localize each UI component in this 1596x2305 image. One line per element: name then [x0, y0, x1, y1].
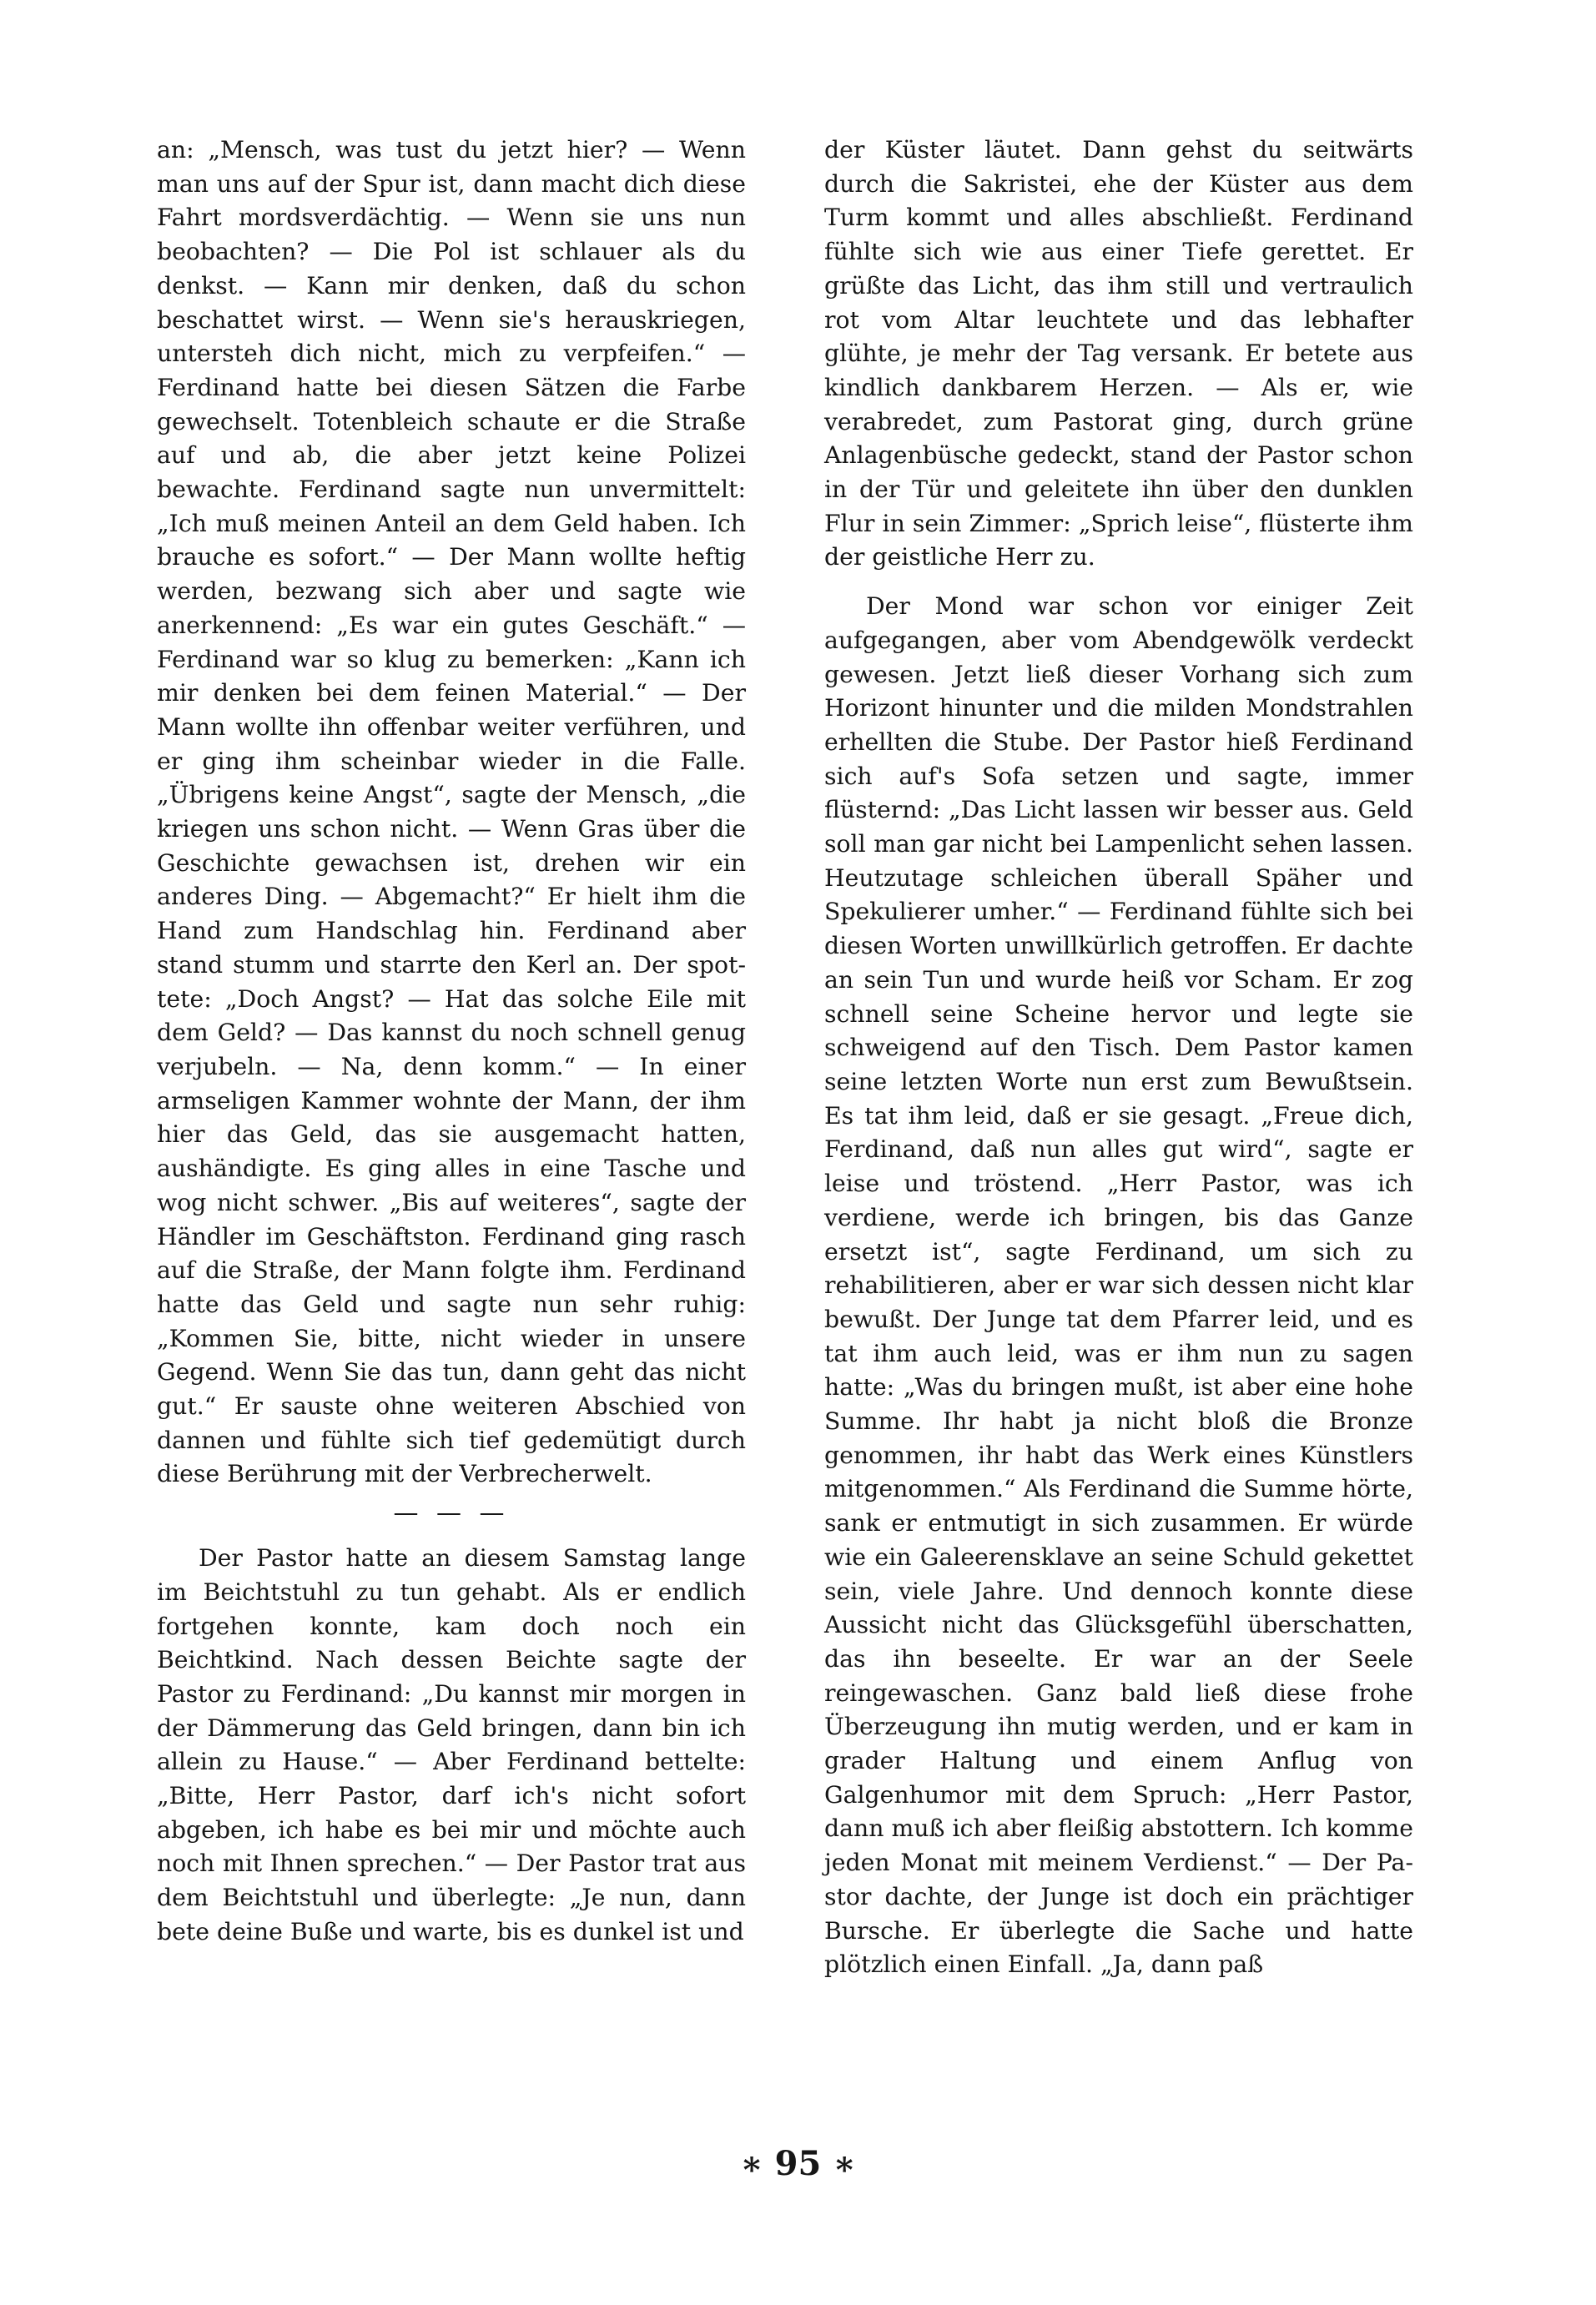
page-number: ∗ 95 ∗	[740, 2144, 856, 2183]
right-text-column	[824, 133, 1413, 1982]
left-paragraph-1: an: „Mensch, was tust du jetzt hier? — Wenn man uns auf der Spur ist, dann macht dich diese Fahrt mordsverdächtig. — Wenn sie uns nun beobachten? — Die Pol ist schlauer als du denkst. — Kann mir denken, daß du schon beschattet wirst. — Wenn sie's herauskriegen, untersteh dich nicht, mich zu verpfeifen.“ — Ferdinand hatte bei diesen Sätzen die Farbe gewechselt. Totenbleich schaute er die Straße auf und ab, die aber jetzt keine Polizei bewachte. Ferdinand sagte nun unvermittelt: „Ich muß meinen Anteil an dem Geld haben. Ich brauche es sofort.“ — Der Mann wollte heftig werden, bezwang sich aber und sagte wie anerkennend: „Es war ein gutes Geschäft.“ — Ferdinand war so klug zu bemerken: „Kann ich mir denken bei dem feinen Material.“ — Der Mann wollte ihn offenbar weiter verführen, und er ging ihm scheinbar wieder in die Falle. „Übrigens keine Angst“, sagte der Mensch, „die kriegen uns schon nicht. — Wenn Gras über die Geschichte gewachsen ist, drehen wir ein anderes Ding. — Abgemacht?“ Er hielt ihm die Hand zum Handschlag hin. Ferdinand aber stand stumm und starrte den Kerl an. Der spottete: „Doch Angst? — Hat das solche Eile mit dem Geld? — Das kannst du noch schnell genug verjubeln. — Na, denn komm.“ — In einer armseligen Kammer wohnte der Mann, der ihm hier das Geld, das sie ausgemacht hatten, aushändigte. Es ging alles in eine Tasche und wog nicht schwer. „Bis auf weiteres“, sagte der Händler im Geschäftston. Ferdinand ging rasch auf die Straße, der Mann folgte ihm. Ferdinand hatte das Geld und sagte nun sehr ruhig: „Kommen Sie, bitte, nicht wieder in unsere Gegend. Wenn Sie das tun, dann geht das nicht gut.“ Er sauste ohne weiteren Abschied von dannen und fühlte sich tief gedemütigt durch diese Berührung mit der Verbrecherwelt.	[157, 136, 746, 1488]
left-paragraph-2: Der Pastor hatte an diesem Samstag lange im Beichtstuhl zu tun gehabt. Als er endlich fortgehen konnte, kam doch noch ein Beichtkind. Nach dessen Beichte sagte der Pastor zu Ferdinand: „Du kannst mir morgen in der Dämmerung das Geld bringen, dann bin ich allein zu Hause.“ — Aber Ferdinand bettelte: „Bitte, Herr Pastor, darf ich's nicht sofort abgeben, ich habe es bei mir und möchte auch noch mit Ihnen sprechen.“ — Der Pastor trat aus dem Beichtstuhl und überlegte: „Je nun, dann bete deine Buße und warte, bis es dunkel ist und	[157, 1544, 746, 1945]
right-paragraph-2: Der Mond war schon vor einiger Zeit aufgegangen, aber vom Abendgewölk verdeckt gewesen. Jetzt ließ dieser Vorhang sich zum Horizont hinunter und die milden Mondstrahlen erhellten die Stube. Der Pastor hieß Ferdinand sich auf's Sofa setzen und sagte, immer flüsternd: „Das Licht lassen wir besser aus. Geld soll man gar nicht bei Lampenlicht sehen lassen. Heutzutage schleichen überall Späher und Spekulierer umher.“ — Ferdinand fühlte sich bei diesen Worten unwillkürlich getroffen. Er dachte an sein Tun und wurde heiß vor Scham. Er zog schnell seine Scheine hervor und legte sie schweigend auf den Tisch. Dem Pastor kamen seine letzten Worte nun erst zum Bewußtsein. Es tat ihm leid, daß er sie gesagt. „Freue dich, Ferdinand, daß nun alles gut wird“, sagte er leise und tröstend. „Herr Pastor, was ich verdiene, werde ich bringen, bis das Ganze ersetzt ist“, sagte Ferdinand, um sich zu rehabilitieren, aber er war sich dessen nicht klar bewußt. Der Junge tat dem Pfarrer leid, und es tat ihm auch leid, was er ihm nun zu sagen hatte: „Was du bringen mußt, ist aber eine hohe Summe. Ihr habt ja nicht bloß die Bronze genommen, ihr habt das Werk eines Künstlers mitgenommen.“ Als Ferdinand die Summe hörte, sank er entmutigt in sich zusammen. Er würde wie ein Galeerensklave an seine Schuld gekettet sein, viele Jahre. Und dennoch konnte diese Aussicht nicht das Glücksgefühl überschatten, das ihn beseelte. Er war an der Seele reingewaschen. Ganz bald ließ diese frohe Überzeugung ihn mutig werden, und er kam in grader Haltung und einem Anflug von Galgenhumor mit dem Spruch: „Herr Pastor, dann muß ich aber fleißig abstottern. Ich komme jeden Monat mit meinem Verdienst.“ — Der Pastor dachte, der Junge ist doch ein prächtiger Bursche. Er überlegte die Sache und hatte plötzlich einen Einfall. „Ja, dann paß	[824, 592, 1413, 1979]
section-break: — — —	[393, 1498, 510, 1528]
left-text-column	[157, 133, 746, 1950]
right-paragraph-1: der Küster läutet. Dann gehst du seitwärts durch die Sakristei, ehe der Küster aus dem Turm kommt und alles abschließt. Ferdinand fühlte sich wie aus einer Tiefe gerettet. Er grüßte das Licht, das ihm still und vertraulich rot vom Altar leuchtete und das lebhafter glühte, je mehr der Tag versank. Er betete aus kindlich dankbarem Herzen. — Als er, wie verabredet, zum Pastorat ging, durch grüne Anlagenbüsche gedeckt, stand der Pastor schon in der Tür und geleitete ihn über den dunklen Flur in sein Zimmer: „Sprich leise“, flüsterte ihm der geistliche Herr zu.	[824, 136, 1413, 571]
